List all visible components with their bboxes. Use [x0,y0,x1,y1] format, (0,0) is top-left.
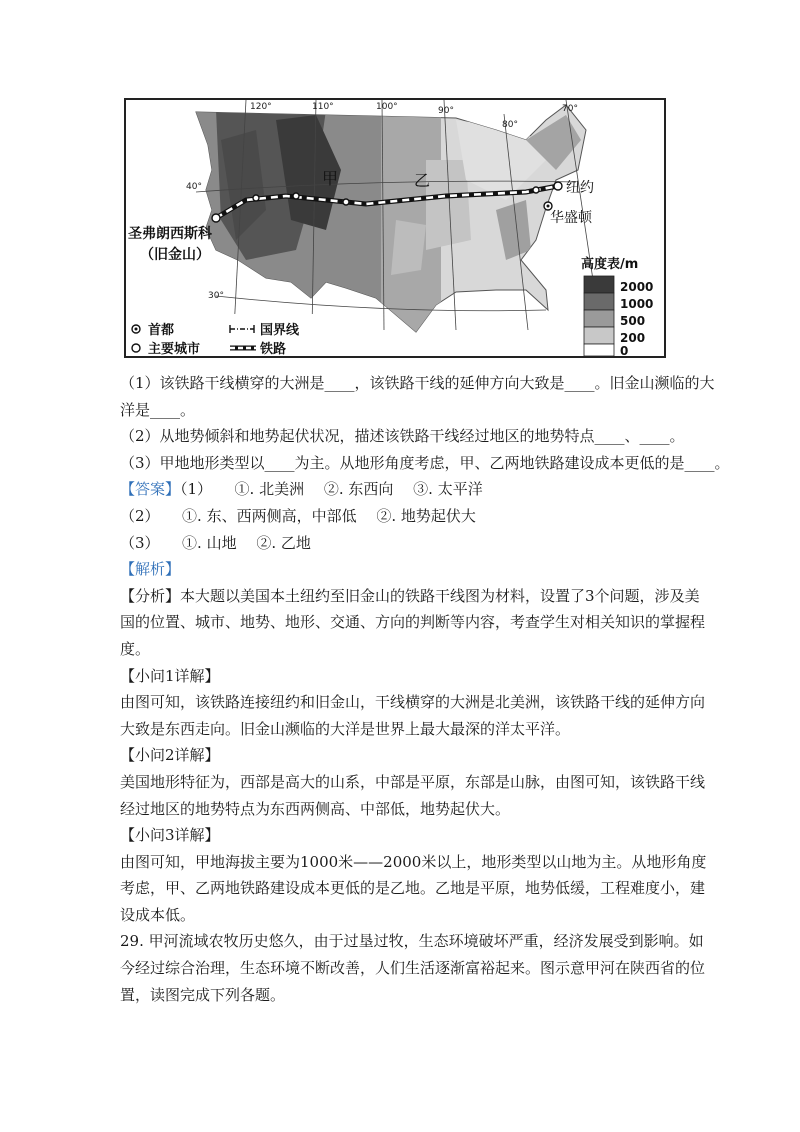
legend-level: 500 [620,314,646,328]
map-figure [126,100,664,356]
newyork-label: 纽约 [566,180,594,196]
lon-70-label: 70° [562,104,578,114]
fenxi-2: 国的位置、城市、地势、地形、交通、方向的判断等内容，考查学生对相关知识的掌握程 [120,613,706,632]
railway-map [124,98,666,358]
lon-90-label: 90° [438,106,454,116]
subquestion-1-text-cont: 大致是东西走向。旧金山濒临的大洋是世界上最大最深的洋太平洋。 [120,719,571,738]
legend-level: 0 [620,344,629,356]
subquestion-2-tag: 【小问2详解】 [120,746,220,765]
jia-label: 甲 [322,169,339,188]
fenxi-1: 本大题以美国本土纽约至旧金山的铁路干线图为材料，设置了3个问题，涉及美 [180,586,700,605]
city-marker [253,195,259,201]
lon-120-label: 120° [250,102,272,112]
capital-legend-label: 首都 [148,323,175,338]
sf-label-alt: （旧金山） [140,247,210,263]
analysis-tag: 【解析】 [120,560,181,579]
railway-legend-label: 铁路 [260,342,287,356]
subquestion-1-tag: 【小问1详解】 [120,666,220,685]
sf-city-marker [212,214,220,222]
fenxi-3: 度。 [120,639,151,658]
lon-80-label: 80° [502,120,518,130]
lat-30-label: 30° [208,291,224,301]
city-marker [343,199,349,205]
answer-1-row [120,476,692,503]
washington-label: 华盛顿 [550,210,592,226]
symbol-legend [126,314,334,356]
lat-40-label: 40° [186,182,202,192]
answer-1: （1） ①. 北美洲 ②. 东西向 ③. 太平洋 [180,480,483,499]
yi-label: 乙 [414,171,431,190]
subquestion-2-text-cont: 经过地区的地势特点为东西两侧高、中部低，地势起伏大。 [120,799,511,818]
question-29: 29. 甲河流域农牧历史悠久，由于过垦过牧，生态环境破坏严重，经济发展受到影响。如 [120,932,704,951]
question-29-cont: 今经过综合治理，生态环境不断改善，人们生活逐渐富裕起来。图示意甲河在陕西省的位 [120,959,706,978]
fenxi-tag: 【分析】 [120,586,181,605]
lon-100-label: 100° [376,102,398,112]
question-29-end: 置，读图完成下列各题。 [120,985,286,1004]
question-2: （2）从地势倾斜和地势起伏状况，描述该铁路干线经过地区的地势特点____、____。 [120,427,685,446]
legend-title: 高度表/m [581,257,639,272]
washington-capital-marker [544,202,552,210]
city-marker [533,187,539,193]
analysis-row [120,583,700,610]
question-text [120,370,730,1008]
question-1-cont: 洋是____。 [120,400,196,419]
subquestion-3-text-end: 设成本低。 [120,905,196,924]
newyork-city-marker [554,182,562,190]
answer-2: （2） ①. 东、西两侧高，中部低 ②. 地势起伏大 [120,506,476,525]
subquestion-2-text: 美国地形特征为，西部是高大的山系，中部是平原，东部是山脉，由图可知，该铁路干线 [120,772,706,791]
lon-110-label: 110° [312,102,334,112]
sf-label: 圣弗朗西斯科 [128,226,212,242]
city-marker [293,193,299,199]
subquestion-3-text: 由图可知，甲地海拔主要为1000米——2000米以上，地形类型以山地为主。从地形角度 [120,852,707,871]
border-legend-label: 国界线 [260,323,300,338]
legend-level: 200 [620,331,646,345]
legend-level: 1000 [620,297,654,311]
capital-legend-icon [132,325,140,333]
subquestion-1-text: 由图可知，该铁路连接纽约和旧金山，干线横穿的大洲是北美洲，该铁路干线的延伸方向 [120,693,706,712]
question-3: （3）甲地地形类型以____为主。从地形角度考虑，甲、乙两地铁路建设成本更低的是____。 [120,453,730,472]
legend-level: 2000 [620,280,654,294]
subquestion-3-text-cont: 考虑，甲、乙两地铁路建设成本更低的是乙地。乙地是平原，地势低缓，工程难度小，建 [120,879,706,898]
city-legend-icon [132,344,140,352]
answer-3: （3） ①. 山地 ②. 乙地 [120,533,311,552]
elevation-legend [581,256,653,356]
city-legend-label: 主要城市 [148,342,201,356]
subquestion-3-tag: 【小问3详解】 [120,826,220,845]
question-1: （1）该铁路干线横穿的大洲是____，该铁路干线的延伸方向大致是____。旧金山濒临的大 [120,374,715,392]
answer-tag: 【答案】 [120,480,181,499]
